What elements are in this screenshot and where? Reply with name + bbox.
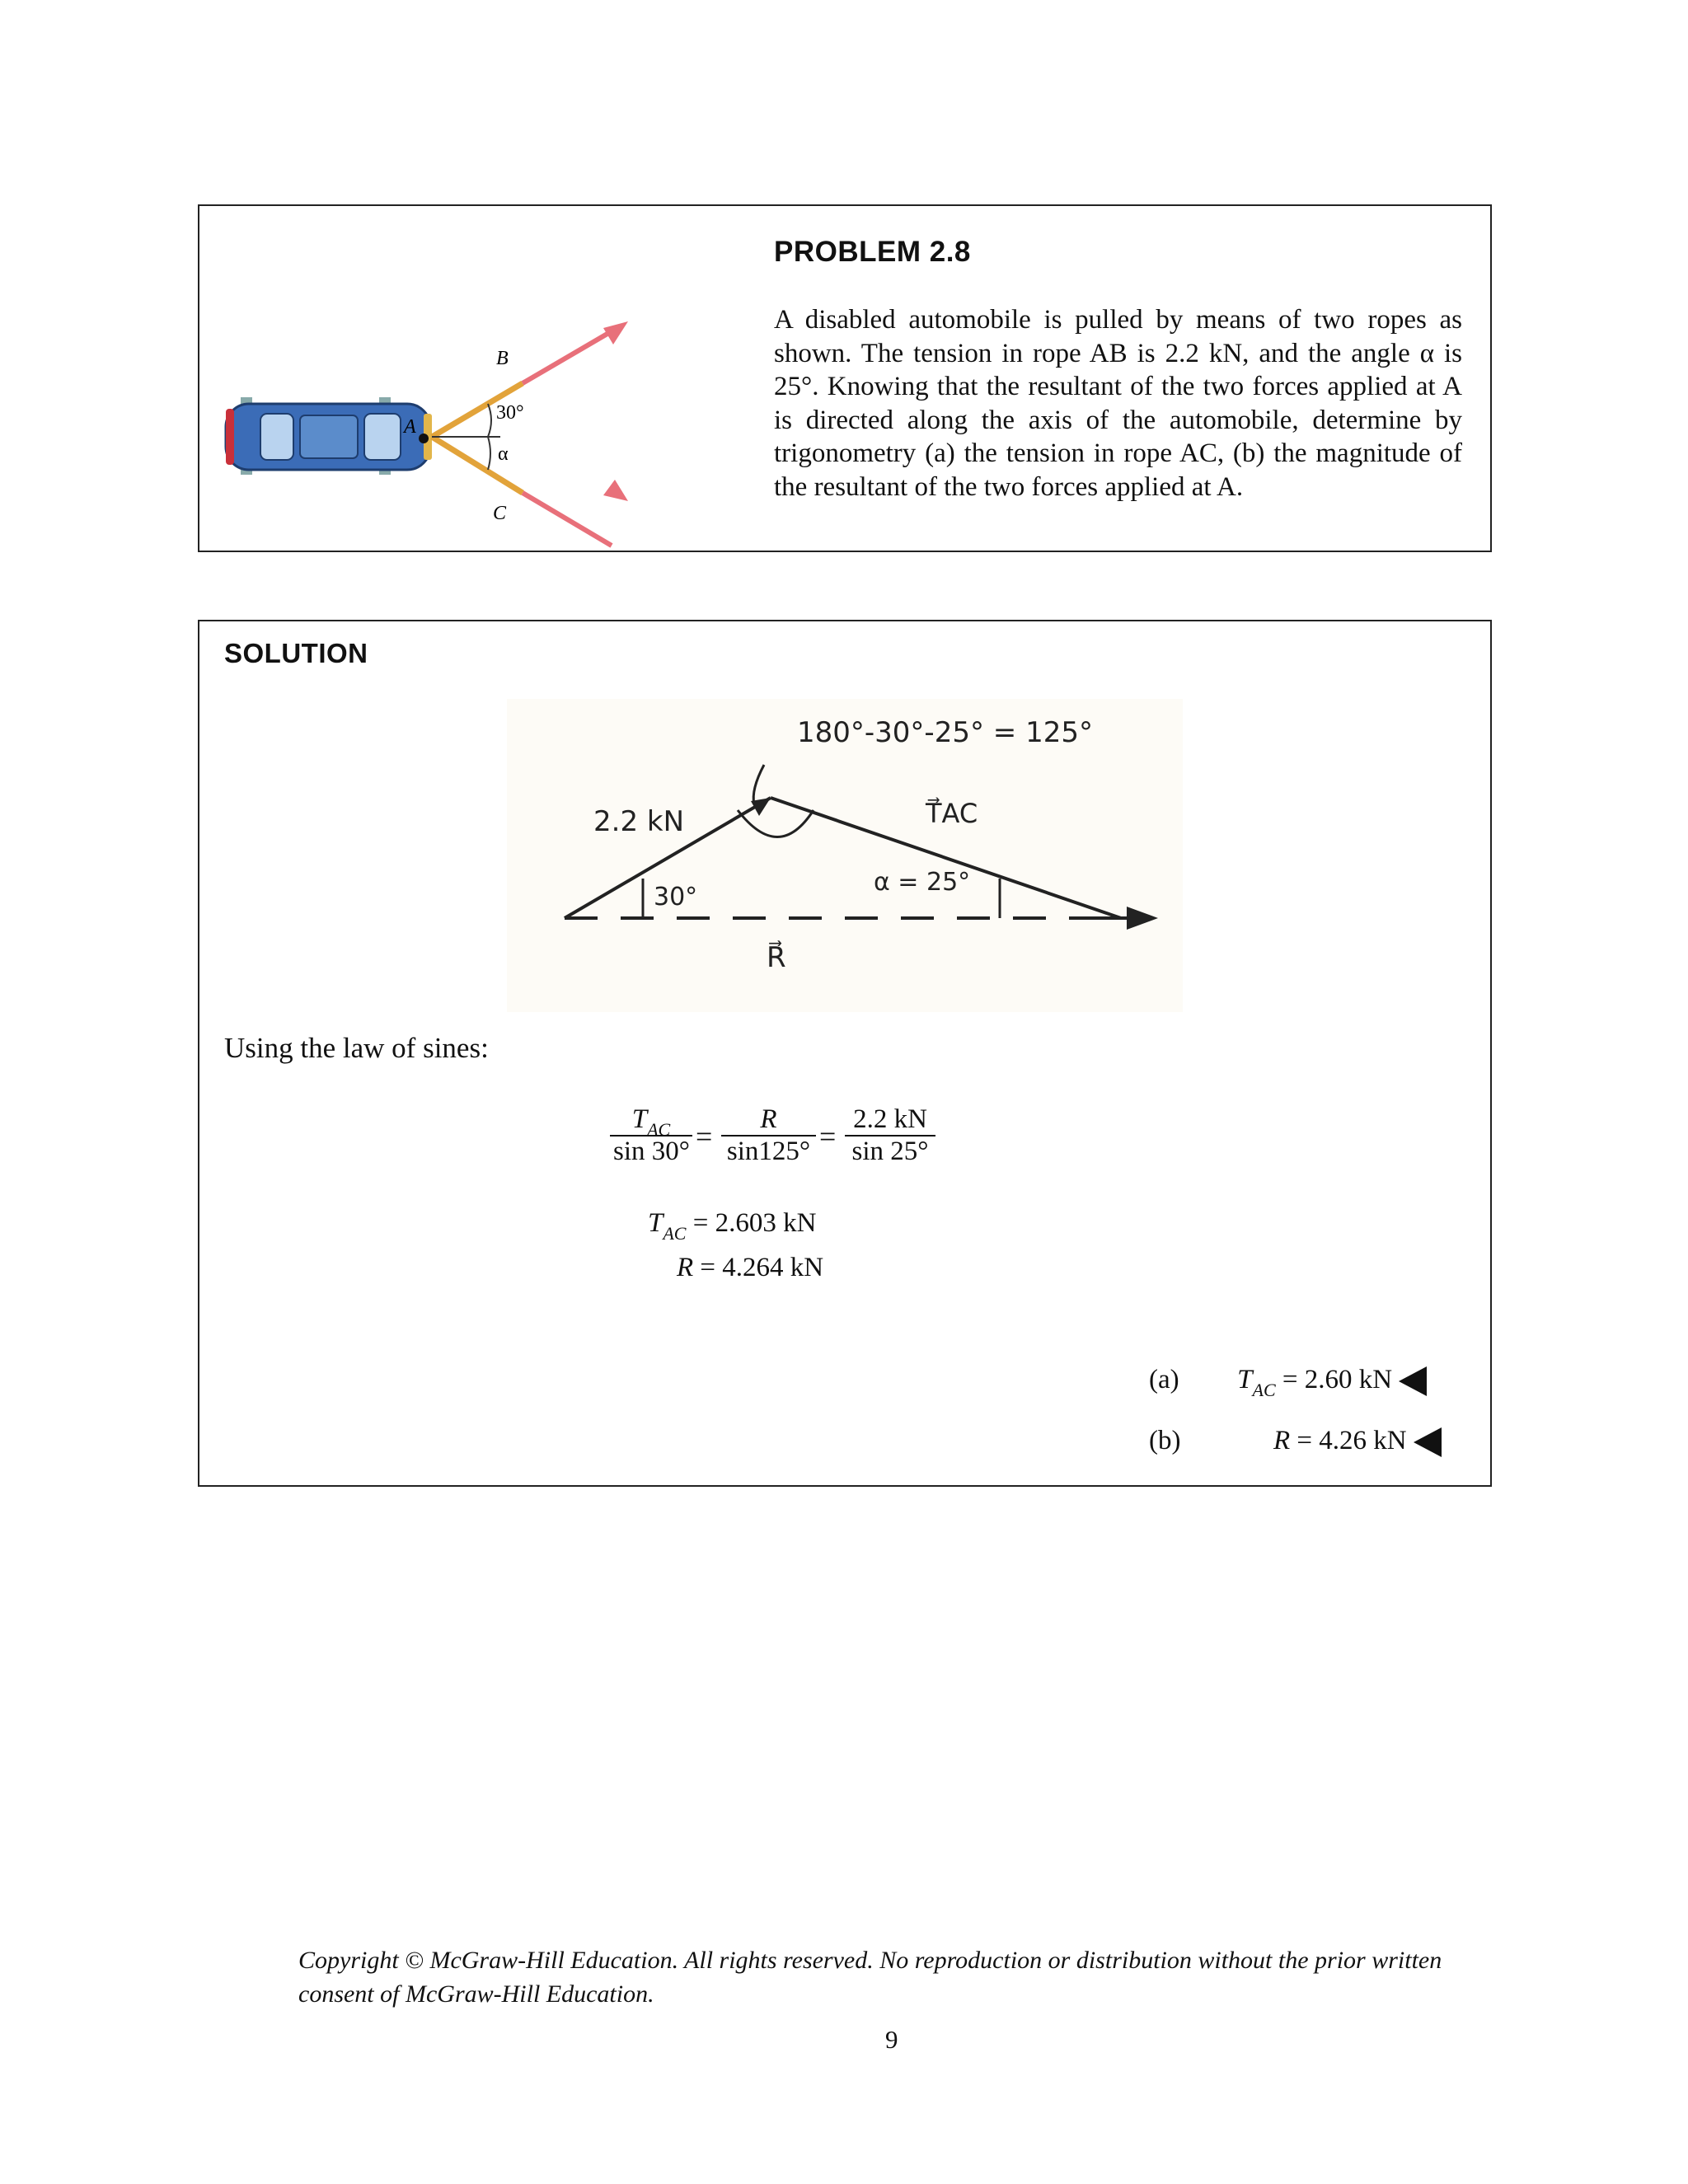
- car-rope-figure: [216, 313, 710, 524]
- angle-30-label: 30°: [654, 883, 698, 912]
- solution-title: SOLUTION: [224, 638, 368, 668]
- resultant-label: R⃗: [767, 941, 786, 974]
- car-illustration: [226, 397, 432, 475]
- copyright-footer: Copyright © McGraw-Hill Education. All rights reserved. No reproduction or distribution without the prior written consent of McGraw-Hill Education.: [298, 1947, 1442, 2008]
- equals-sign-2: =: [819, 1120, 837, 1153]
- force-arrow-ac: [523, 493, 612, 546]
- tac-symbol: T: [631, 1104, 648, 1134]
- equals-sign-1: =: [696, 1120, 713, 1153]
- problem-box: [198, 204, 1492, 552]
- answer-a-value: = 2.60 kN: [1282, 1365, 1393, 1394]
- angle-arc-alpha: [488, 437, 490, 470]
- result-tac-subscript: AC: [663, 1223, 687, 1244]
- angle-arc-30: [488, 404, 491, 437]
- tac-subscript: AC: [647, 1119, 671, 1140]
- result-r-value: = 4.264 kN: [700, 1253, 824, 1282]
- rope-ac: [432, 437, 523, 493]
- result-tac-value: = 2.603 kN: [692, 1208, 817, 1238]
- label-angle-30: 30°: [496, 402, 524, 424]
- answer-a-marker-icon: [1399, 1366, 1427, 1396]
- arrowhead-ab: [603, 321, 628, 344]
- answer-a-label: (a): [1149, 1365, 1179, 1394]
- force-value: 2.2 kN: [853, 1104, 927, 1134]
- result-r-symbol: R: [677, 1253, 694, 1282]
- label-b: B: [496, 348, 509, 369]
- answer-b: [1149, 1426, 1442, 1457]
- force-denominator: sin 25°: [845, 1135, 935, 1167]
- law-of-sines-text: Using the law of sines:: [224, 1032, 489, 1064]
- answer-a-symbol: T: [1237, 1365, 1253, 1394]
- page-number: 9: [885, 2025, 898, 2054]
- answer-b-marker-icon: [1414, 1427, 1442, 1457]
- law-of-sines-equation: [610, 1104, 989, 1183]
- angle-note-label: 180°-30°-25° = 125°: [797, 716, 1093, 749]
- angle-alpha-label: α = 25°: [874, 868, 971, 897]
- problem-statement: A disabled automobile is pulled by means of two ropes as shown. The tension in rope AB is 2.2 kN, and the angle α is 25°. Knowing that the resultant of the two forces applied at A is directed along the axis of the automobile, determine by trigonometry (a) the tension in rope AC, (b) the magnitude of the resultant of the two forces applied at A.: [774, 305, 1462, 502]
- label-a: A: [404, 416, 416, 438]
- answer-a-subscript: AC: [1252, 1380, 1276, 1400]
- force-ab-label: 2.2 kN: [593, 805, 685, 838]
- answer-b-value: = 4.26 kN: [1296, 1426, 1407, 1455]
- solution-box: [198, 620, 1492, 1487]
- r-denominator: sin125°: [721, 1135, 816, 1167]
- arrowhead-ac: [603, 480, 628, 501]
- tac-denominator: sin 30°: [610, 1135, 692, 1167]
- fraction-force: [845, 1104, 935, 1167]
- problem-title: PROBLEM 2.8: [774, 236, 971, 268]
- label-c: C: [493, 503, 507, 524]
- answer-a: [1149, 1365, 1427, 1400]
- force-ac-label: T⃗AC: [926, 798, 978, 829]
- answer-b-label: (b): [1149, 1426, 1181, 1455]
- label-angle-alpha: α: [498, 443, 509, 465]
- point-a-dot: [419, 434, 429, 443]
- force-triangle-figure: [507, 699, 1183, 1012]
- answer-b-symbol: R: [1273, 1426, 1291, 1455]
- fraction-tac: [610, 1104, 692, 1167]
- force-arrow-ab: [523, 331, 612, 383]
- r-symbol: R: [760, 1104, 777, 1134]
- result-tac-symbol: T: [648, 1208, 663, 1238]
- fraction-r: [721, 1104, 816, 1167]
- result-r: [677, 1253, 823, 1283]
- result-tac: [648, 1208, 817, 1244]
